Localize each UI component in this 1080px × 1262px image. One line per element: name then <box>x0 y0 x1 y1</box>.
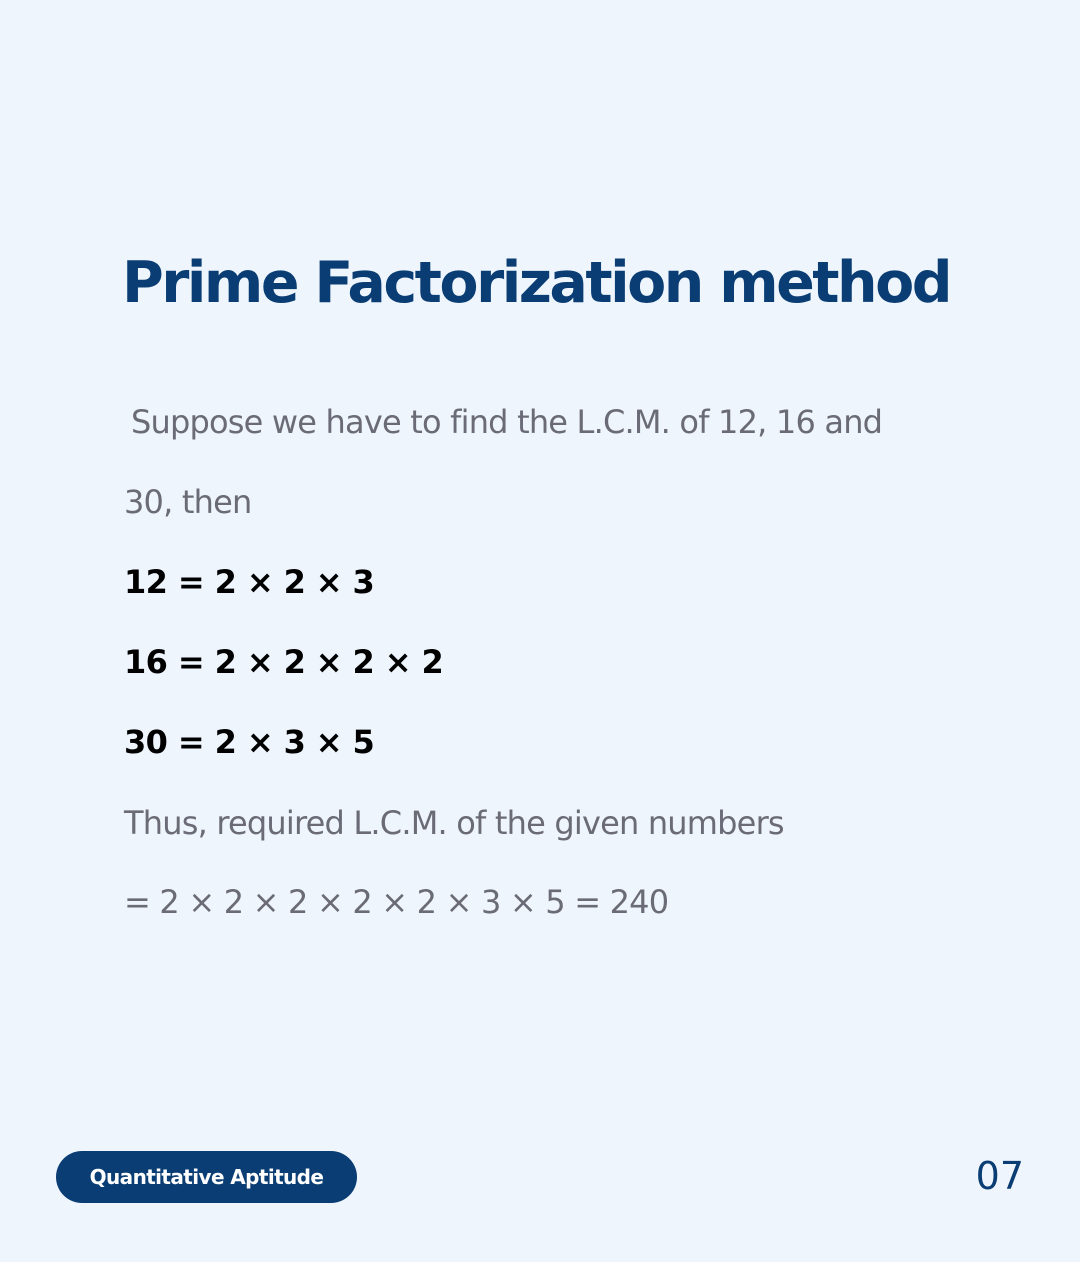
conclusion-text-line-1: Thus, required L.C.M. of the given numbers <box>124 804 784 842</box>
page-title: Prime Factorization method <box>122 250 951 316</box>
factorization-12: 12 = 2 × 2 × 3 <box>124 563 375 601</box>
topic-badge: Quantitative Aptitude <box>56 1151 357 1203</box>
intro-text-line-1: Suppose we have to find the L.C.M. of 12, 16 and <box>131 403 883 441</box>
page-number: 07 <box>975 1154 1024 1198</box>
intro-text-line-2: 30, then <box>124 483 252 521</box>
conclusion-result: = 2 × 2 × 2 × 2 × 2 × 3 × 5 = 240 <box>124 883 669 921</box>
factorization-30: 30 = 2 × 3 × 5 <box>124 723 375 761</box>
factorization-16: 16 = 2 × 2 × 2 × 2 <box>124 643 444 681</box>
